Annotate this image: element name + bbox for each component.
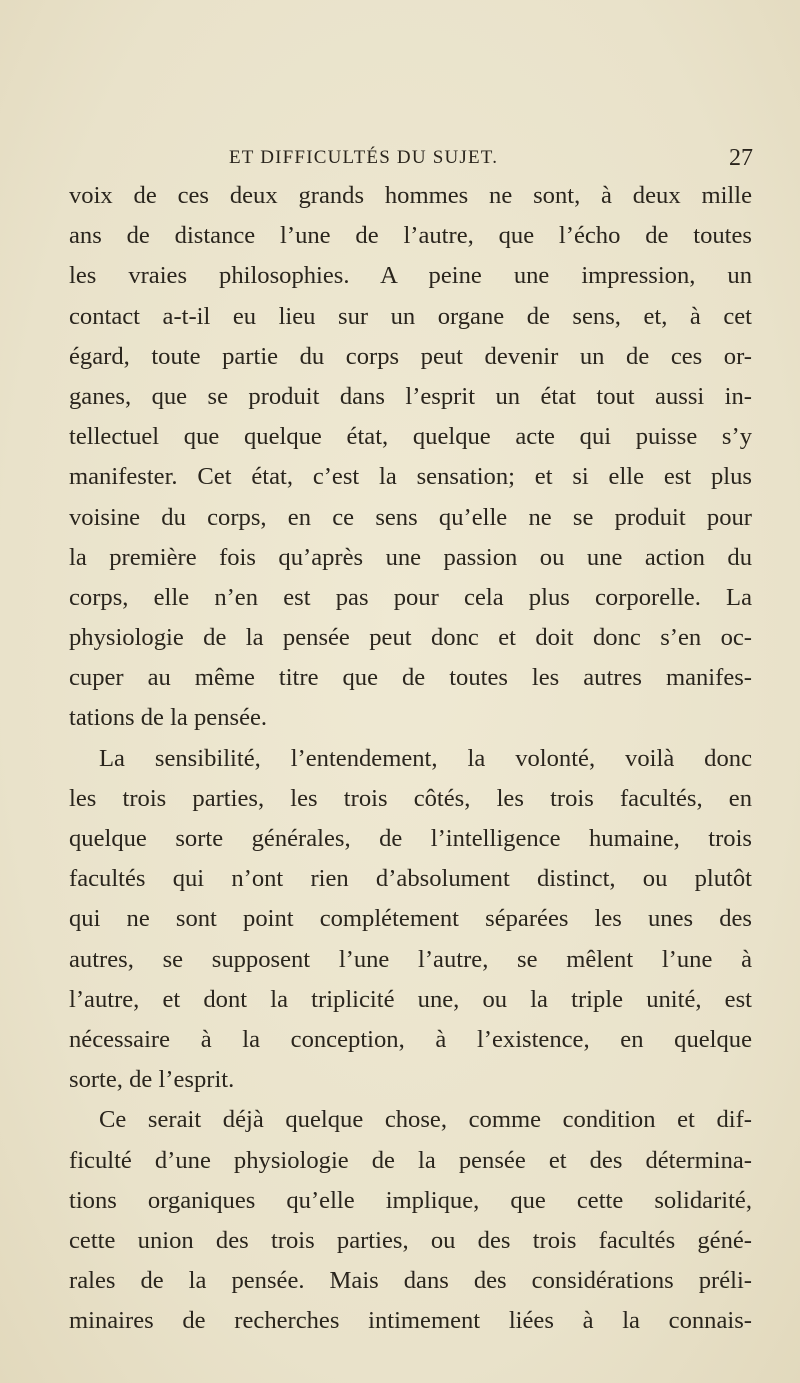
text-line: égard, toute partie du corps peut devenir un de ces or- [69,342,752,370]
text-line: physiologie de la pensée peut donc et doit donc s’en oc- [69,624,752,652]
text-line: qui ne sont point complétement séparées les unes des [69,905,752,933]
text-line: les vraies philosophies. A peine une impression, un [69,262,752,290]
text-line: ficulté d’une physiologie de la pensée et des détermina- [69,1146,752,1174]
text-line: manifester. Cet état, c’est la sensation; et si elle est plus [69,463,752,491]
body-text [69,176,752,1341]
text-line: nécessaire à la conception, à l’existence, en quelque [69,1025,752,1053]
text-line: Ce serait déjà quelque chose, comme condition et dif- [99,1106,752,1134]
text-line: cuper au même titre que de toutes les autres manifes- [69,664,752,692]
text-line: contact a-t-il eu lieu sur un organe de sens, et, à cet [69,302,752,330]
text-line: tellectuel que quelque état, quelque acte qui puisse s’y [69,423,752,451]
text-line: rales de la pensée. Mais dans des considérations préli- [69,1267,752,1295]
page-header [229,147,753,173]
text-line: tations de la pensée. [69,704,268,732]
text-line: autres, se supposent l’une l’autre, se mêlent l’une à [69,945,752,973]
text-line: minaires de recherches intimement liées à la connais- [69,1307,752,1335]
text-line: tions organiques qu’elle implique, que cette solidarité, [69,1186,752,1214]
text-line: cette union des trois parties, ou des trois facultés géné- [69,1226,752,1254]
text-line: facultés qui n’ont rien d’absolument distinct, ou plutôt [69,865,752,893]
text-line: les trois parties, les trois côtés, les trois facultés, en [69,784,752,812]
text-line: sorte, de l’esprit. [69,1066,235,1094]
text-line: voix de ces deux grands hommes ne sont, à deux mille [69,182,752,209]
text-line: l’autre, et dont la triplicité une, ou la triple unité, est [69,985,752,1013]
text-line: ans de distance l’une de l’autre, que l’écho de toutes [69,222,752,250]
page-number: 27 [729,145,753,171]
text-line: ganes, que se produit dans l’esprit un état tout aussi in- [69,382,752,410]
text-line: la première fois qu’après une passion ou une action du [69,543,752,571]
text-line: voisine du corps, en ce sens qu’elle ne se produit pour [69,503,752,531]
text-line: La sensibilité, l’entendement, la volonté, voilà donc [99,744,752,772]
text-line: quelque sorte générales, de l’intelligence humaine, trois [69,825,752,852]
text-line: corps, elle n’en est pas pour cela plus corporelle. La [69,583,752,611]
running-head: ET DIFFICULTÉS DU SUJET. [229,147,499,168]
